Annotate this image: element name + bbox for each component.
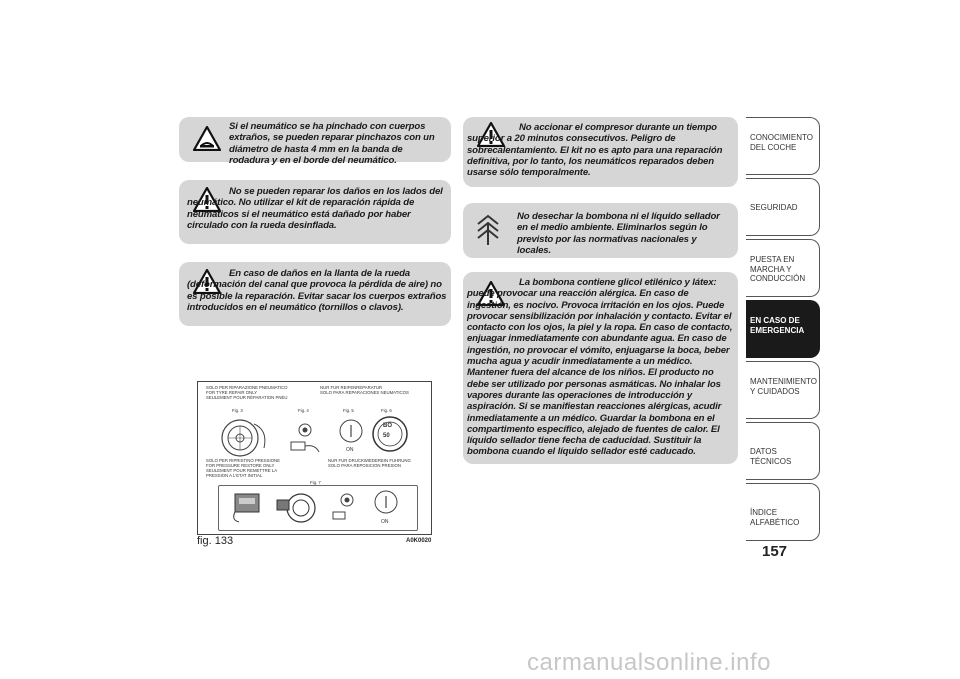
label-block-mid-right: NUR FUR DRUCKWIEDEREIN FUHRUNG SOLO PARA REPOSICION PRESION bbox=[328, 458, 411, 468]
tab-conocimiento-del-coche[interactable]: CONOCIMIENTO DEL COCHE bbox=[746, 117, 820, 175]
wheel-inflate-illustration bbox=[275, 490, 319, 526]
label-block-top-left: SOLO PER RIPARAZIONE PNEUMATICO FOR TYRE REPAIR ONLY SEULEMENT POUR RÉPARATION PNEU bbox=[206, 385, 288, 400]
fig-label-7: Fig. 7 bbox=[310, 480, 321, 485]
label-block-mid-left: SOLO PER RIPRISTINO PRESSIONE FOR PRESSURE RESTORE ONLY SEULEMENT POUR REMETTRE LA PRESSION A L'ETAT INITIAL bbox=[206, 458, 281, 478]
fig-label-6: Fig. 6 bbox=[381, 408, 392, 413]
compressor-illustration bbox=[229, 490, 269, 526]
warning-box-compressor bbox=[463, 117, 738, 187]
figure-tyre-repair-kit-label bbox=[197, 381, 432, 535]
on-label: ON bbox=[346, 447, 354, 453]
gauge-label-bottom: 50 bbox=[383, 433, 390, 439]
environment-icon bbox=[475, 212, 501, 246]
warning-text-sidewall: No se pueden reparar los daños en los lados del neumático. No utilizar el kit de reparación rápida de neumáticos si el neumático está dañado por haber circulado con la rueda desinflada. bbox=[187, 186, 443, 231]
figure-caption: fig. 133 bbox=[197, 535, 234, 547]
on-label-2: ON bbox=[381, 519, 389, 525]
tyre-repair-icon bbox=[193, 126, 221, 151]
warning-box-sidewall bbox=[179, 180, 451, 244]
label-block-top-right: NUR FUR REIFENREPARATUR SOLO PARA REPARACIONES NEUMATICOS bbox=[320, 385, 409, 395]
warning-box-allergy bbox=[463, 272, 738, 464]
fig-label-5: Fig. 5 bbox=[343, 408, 354, 413]
environment-text-disposal: No desechar la bombona ni el líquido sellador en el medio ambiente. Eliminarlos según lo previsto por las normativas nacionales y locales. bbox=[517, 211, 720, 256]
tyre-wheel-illustration bbox=[218, 414, 274, 458]
valve-inflate-illustration bbox=[327, 488, 367, 526]
warning-text-allergy: La bombona contiene glicol etilénico y látex: puede provocar una reacción alérgica. En caso de ingestión, es nocivo. Provoca irritación en los ojos. Puede provocar sensibilización por inhalación y contacto. Evitar el contacto con los ojos, la piel y la ropa. En caso de contacto, enjuagar inmediatamente con abundante agua. En caso de ingestión, no provocar el vómito, enjuagarse la boca, beber mucha agua y acudir inmediatamente a un médico. Mantener fuera del alcance de los niños. El producto no debe ser utilizado por personas asmáticas. No inhalar los vapores durante las operaciones de introducción y aspiración. Si se manifiestan reacciones alérgicas, acudir inmediatamente a un médico. Guardar la bombona en el compartimento específico, alejado de fuentes de calor. El líquido sellador tiene fecha de caducidad. Sustituir la bombona cuando el líquido sellador esté caducado. bbox=[467, 277, 733, 458]
warning-text-rim: En caso de daños en la llanta de la rueda (deformación del canal que provoca la pérdida de aire) no es posible la reparación. Evitar sacar los cuerpos extraños introducidos en el neumático (tornillos o clavos). bbox=[187, 268, 447, 313]
pressure-gauge-illustration bbox=[370, 414, 410, 454]
fig-label-4: Fig. 4 bbox=[298, 408, 309, 413]
tab-seguridad[interactable]: SEGURIDAD bbox=[746, 178, 820, 236]
watermark: carmanualsonline.info bbox=[527, 649, 771, 676]
tab-mantenimiento[interactable]: MANTENIMIENTO Y CUIDADOS bbox=[746, 361, 820, 419]
fig-label-3: Fig. 3 bbox=[232, 408, 243, 413]
figure-code: A0K0020 bbox=[406, 538, 432, 544]
switch-on-illustration-2 bbox=[371, 488, 401, 522]
tab-datos-tecnicos[interactable]: DATOS TÉCNICOS bbox=[746, 422, 820, 480]
valve-connection-illustration bbox=[283, 416, 328, 458]
tab-indice-alfabetico[interactable]: ÍNDICE ALFABÉTICO bbox=[746, 483, 820, 541]
compressor-panel bbox=[218, 485, 418, 531]
warning-box-foreign-objects bbox=[179, 117, 451, 166]
warning-text-foreign-objects: Si el neumático se ha pinchado con cuerpos extraños, se pueden reparar pinchazos con un diámetro de hasta 4 mm en la banda de rodadura y en el borde del neumático. bbox=[229, 121, 435, 166]
tab-en-caso-de-emergencia[interactable]: EN CASO DE EMERGENCIA bbox=[746, 300, 820, 358]
environment-box-disposal bbox=[463, 203, 738, 258]
page-number: 157 bbox=[762, 543, 788, 560]
gauge-label-top: BO bbox=[383, 423, 392, 429]
warning-box-rim bbox=[179, 262, 451, 326]
warning-text-compressor: No accionar el compresor durante un tiempo superior a 20 minutos consecutivos. Peligro de sobrecalentamiento. El kit no es apto para una reparación definitiva, por lo tanto, los neumáticos reparados deben usarse sólo temporalmente. bbox=[467, 122, 723, 179]
tab-puesta-en-marcha[interactable]: PUESTA EN MARCHA Y CONDUCCIÓN bbox=[746, 239, 820, 297]
